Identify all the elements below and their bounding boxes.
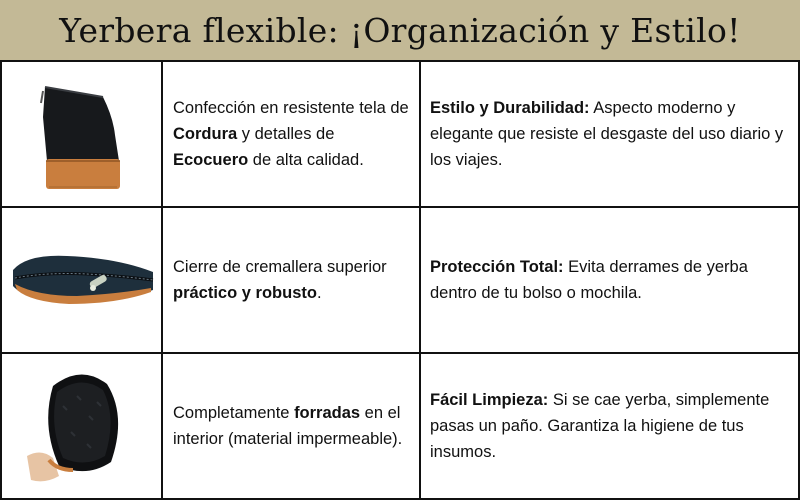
product-image-cell	[2, 208, 163, 352]
product-image-cell	[2, 62, 163, 206]
description-cell	[163, 354, 421, 498]
description-cell	[163, 208, 421, 352]
description-cell	[163, 62, 421, 206]
product-image-cell	[2, 354, 163, 498]
table-row	[2, 352, 798, 500]
bag-interior-lining-icon	[27, 366, 137, 486]
description-text: Confección en resistente tela de Cordura y detalles de Ecocuero de alta calidad.	[173, 99, 409, 169]
description-text: Cierre de cremallera superior práctico y robusto.	[173, 258, 387, 302]
benefit-text: Protección Total: Evita derrames de yerba dentro de tu bolso o mochila.	[430, 258, 748, 302]
benefit-cell	[421, 208, 798, 352]
standing-yerbera-bag-icon	[27, 77, 137, 192]
benefit-text: Estilo y Durabilidad: Aspecto moderno y elegante que resiste el desgaste del uso diario y los viajes.	[430, 99, 784, 169]
zipper-closure-icon	[7, 250, 157, 310]
page-title: Yerbera flexible: ¡Organización y Estilo!	[59, 10, 741, 50]
benefit-cell	[421, 62, 798, 206]
features-table	[0, 60, 800, 500]
table-row	[2, 206, 798, 352]
description-text: Completamente forradas en el interior (material impermeable).	[173, 404, 403, 448]
table-row	[2, 60, 798, 206]
page-header	[0, 0, 800, 60]
benefit-text: Fácil Limpieza: Si se cae yerba, simplemente pasas un paño. Garantiza la higiene de tus insumos.	[430, 391, 770, 461]
benefit-cell	[421, 354, 798, 498]
